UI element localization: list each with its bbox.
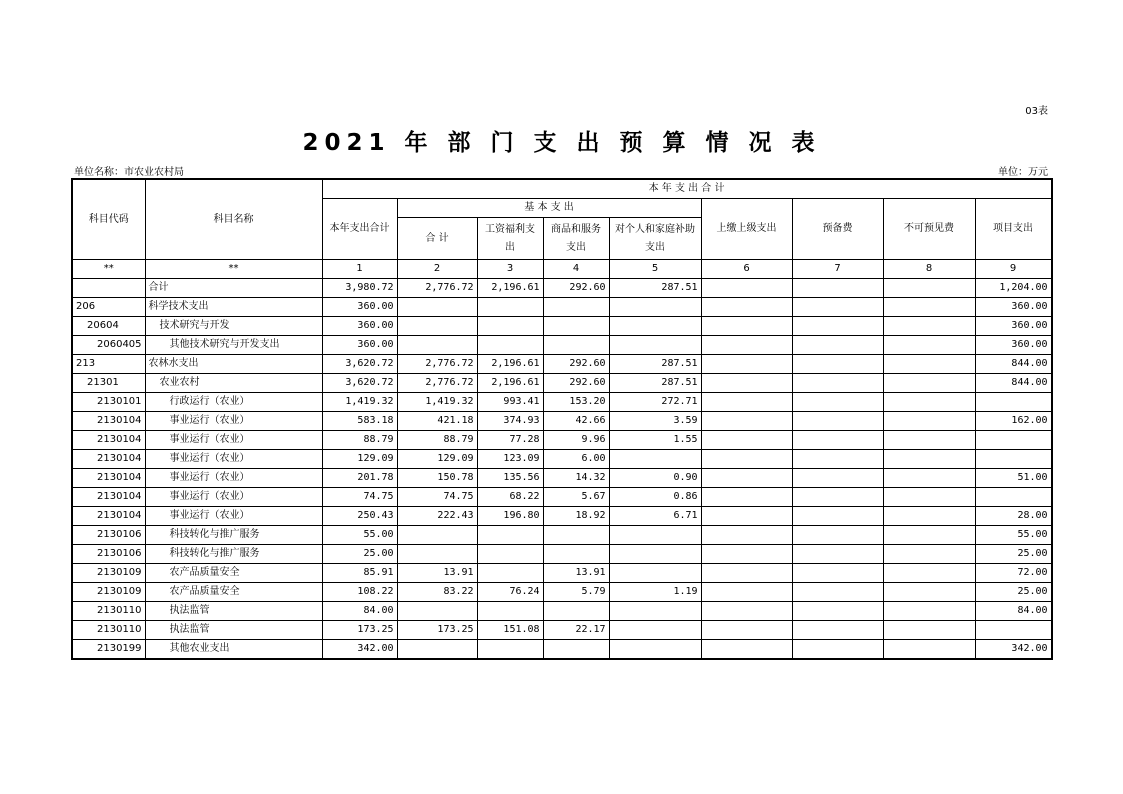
project-cell: 51.00 [975,469,1051,488]
reserve-cell [792,374,883,393]
subject-code-cell: 2130106 [73,526,146,545]
subject-name-cell: 事业运行（农业） [145,450,322,469]
subsidies-cell: 1.19 [609,583,701,602]
reserve-cell [792,355,883,374]
project-cell: 84.00 [975,602,1051,621]
table-row [73,374,1052,393]
subject-name-cell: 执法监管 [145,602,322,621]
subsidies-cell [609,317,701,336]
goods-services-cell [543,545,609,564]
upper-remit-cell [701,640,792,659]
reserve-cell [792,469,883,488]
annual-total-cell: 360.00 [322,298,397,317]
subject-code-cell: 2130104 [73,431,146,450]
basic-total-cell [397,640,477,659]
project-cell: 342.00 [975,640,1051,659]
goods-services-cell: 6.00 [543,450,609,469]
salary-welfare-cell [477,317,543,336]
subject-name-cell: 农产品质量安全 [145,583,322,602]
subject-code-cell: 2130109 [73,564,146,583]
column-index-cell: 1 [322,260,397,279]
goods-services-cell: 292.60 [543,374,609,393]
subject-name-cell: 合计 [145,279,322,298]
upper-remit-cell [701,298,792,317]
project-cell [975,488,1051,507]
subject-code-cell: 2130106 [73,545,146,564]
table-row [73,298,1052,317]
reserve-cell [792,545,883,564]
table-row [73,526,1052,545]
unforeseen-cell [883,355,975,374]
column-index-cell: 2 [397,260,477,279]
reserve-cell [792,298,883,317]
upper-remit-cell [701,602,792,621]
annual-total-cell: 342.00 [322,640,397,659]
project-cell: 28.00 [975,507,1051,526]
basic-total-cell: 150.78 [397,469,477,488]
unforeseen-cell [883,488,975,507]
subject-name-cell: 事业运行（农业） [145,488,322,507]
subject-code-cell: 2130110 [73,621,146,640]
subject-code-cell: 206 [73,298,146,317]
table-row [73,583,1052,602]
project-cell: 844.00 [975,355,1051,374]
project-cell: 844.00 [975,374,1051,393]
annual-total-cell: 3,620.72 [322,374,397,393]
basic-total-cell: 421.18 [397,412,477,431]
table-row [73,545,1052,564]
subject-name-cell: 事业运行（农业） [145,469,322,488]
basic-total-cell: 2,776.72 [397,355,477,374]
header-annual-total-group: 本 年 支 出 合 计 [322,180,1051,199]
unforeseen-cell [883,393,975,412]
reserve-cell [792,450,883,469]
subsidies-cell [609,640,701,659]
basic-total-cell [397,602,477,621]
upper-remit-cell [701,507,792,526]
project-cell [975,450,1051,469]
salary-welfare-cell: 76.24 [477,583,543,602]
annual-total-cell: 74.75 [322,488,397,507]
annual-total-cell: 108.22 [322,583,397,602]
subject-code-cell: 2130199 [73,640,146,659]
table-row [73,336,1052,355]
unforeseen-cell [883,564,975,583]
reserve-cell [792,564,883,583]
subject-name-cell: 科学技术支出 [145,298,322,317]
salary-welfare-cell: 151.08 [477,621,543,640]
page-title: 2021 年 部 门 支 出 预 算 情 况 表 [302,130,821,156]
salary-welfare-cell [477,545,543,564]
upper-remit-cell [701,355,792,374]
salary-welfare-cell: 374.93 [477,412,543,431]
reserve-cell [792,507,883,526]
subsidies-cell: 287.51 [609,355,701,374]
project-cell: 25.00 [975,583,1051,602]
upper-remit-cell [701,431,792,450]
table-body [73,279,1052,659]
reserve-cell [792,317,883,336]
unforeseen-cell [883,545,975,564]
annual-total-cell: 129.09 [322,450,397,469]
goods-services-cell: 292.60 [543,279,609,298]
unforeseen-cell [883,526,975,545]
subsidies-cell [609,621,701,640]
basic-total-cell: 1,419.32 [397,393,477,412]
subject-name-cell: 事业运行（农业） [145,412,322,431]
subject-name-cell: 其他技术研究与开发支出 [145,336,322,355]
project-cell: 360.00 [975,336,1051,355]
salary-welfare-cell: 77.28 [477,431,543,450]
annual-total-cell: 3,980.72 [322,279,397,298]
reserve-cell [792,621,883,640]
subject-name-cell: 执法监管 [145,621,322,640]
table-header [73,180,1052,279]
salary-welfare-cell [477,526,543,545]
salary-welfare-cell: 2,196.61 [477,374,543,393]
upper-remit-cell [701,336,792,355]
header-unforeseen: 不可预见费 [883,199,975,260]
subsidies-cell: 0.86 [609,488,701,507]
table-row [73,279,1052,298]
salary-welfare-cell: 123.09 [477,450,543,469]
currency-unit-label: 单位：万元 [998,167,1048,178]
annual-total-cell: 3,620.72 [322,355,397,374]
upper-remit-cell [701,621,792,640]
table-row [73,469,1052,488]
subsidies-cell [609,526,701,545]
project-cell: 72.00 [975,564,1051,583]
header-subject-code: 科目代码 [73,180,146,260]
table-row [73,564,1052,583]
unforeseen-cell [883,431,975,450]
basic-total-cell: 13.91 [397,564,477,583]
header-project: 项目支出 [975,199,1051,260]
basic-total-cell [397,545,477,564]
goods-services-cell: 292.60 [543,355,609,374]
subsidies-cell [609,602,701,621]
subsidies-cell: 0.90 [609,469,701,488]
subject-name-cell: 行政运行（农业） [145,393,322,412]
goods-services-cell: 14.32 [543,469,609,488]
subject-code-cell: 2130110 [73,602,146,621]
table-row [73,450,1052,469]
subject-name-cell: 其他农业支出 [145,640,322,659]
project-cell [975,393,1051,412]
subject-code-cell: 2130104 [73,507,146,526]
table-row [73,507,1052,526]
basic-total-cell [397,317,477,336]
basic-total-cell: 2,776.72 [397,374,477,393]
project-cell: 25.00 [975,545,1051,564]
subsidies-cell [609,564,701,583]
subject-name-cell: 农业农村 [145,374,322,393]
upper-remit-cell [701,393,792,412]
upper-remit-cell [701,526,792,545]
goods-services-cell [543,640,609,659]
unforeseen-cell [883,412,975,431]
table-row [73,640,1052,659]
basic-total-cell: 74.75 [397,488,477,507]
subsidies-cell: 3.59 [609,412,701,431]
salary-welfare-cell [477,298,543,317]
unforeseen-cell [883,298,975,317]
header-goods-services: 商品和服务支出 [543,218,609,260]
salary-welfare-cell: 993.41 [477,393,543,412]
annual-total-cell: 583.18 [322,412,397,431]
basic-total-cell: 173.25 [397,621,477,640]
column-index-cell: 6 [701,260,792,279]
reserve-cell [792,602,883,621]
goods-services-cell [543,298,609,317]
salary-welfare-cell [477,602,543,621]
upper-remit-cell [701,450,792,469]
upper-remit-cell [701,488,792,507]
column-index-cell: 9 [975,260,1051,279]
column-index-cell: ** [145,260,322,279]
subsidies-cell [609,298,701,317]
unit-name-label: 单位名称：市农业农村局 [74,167,184,178]
reserve-cell [792,488,883,507]
budget-table [72,179,1052,659]
column-index-cell: ** [73,260,146,279]
header-subject-name: 科目名称 [145,180,322,260]
subject-name-cell: 技术研究与开发 [145,317,322,336]
table-row [73,431,1052,450]
header-salary-welfare: 工资福利支出 [477,218,543,260]
basic-total-cell: 2,776.72 [397,279,477,298]
subject-code-cell: 2130104 [73,488,146,507]
reserve-cell [792,412,883,431]
goods-services-cell: 13.91 [543,564,609,583]
goods-services-cell [543,336,609,355]
subject-code-cell: 2060405 [73,336,146,355]
column-index-cell: 5 [609,260,701,279]
unforeseen-cell [883,469,975,488]
reserve-cell [792,393,883,412]
table-row [73,317,1052,336]
subject-code-cell: 213 [73,355,146,374]
basic-total-cell [397,336,477,355]
salary-welfare-cell [477,336,543,355]
goods-services-cell [543,317,609,336]
subsidies-cell: 1.55 [609,431,701,450]
subject-code-cell [73,279,146,298]
basic-total-cell [397,526,477,545]
unforeseen-cell [883,279,975,298]
project-cell [975,431,1051,450]
salary-welfare-cell: 196.80 [477,507,543,526]
header-reserve: 预备费 [792,199,883,260]
salary-welfare-cell: 2,196.61 [477,279,543,298]
column-index-cell: 7 [792,260,883,279]
annual-total-cell: 88.79 [322,431,397,450]
header-upper-remit: 上缴上级支出 [701,199,792,260]
column-index-cell: 3 [477,260,543,279]
basic-total-cell: 222.43 [397,507,477,526]
subsidies-cell: 287.51 [609,374,701,393]
unforeseen-cell [883,317,975,336]
column-index-cell: 8 [883,260,975,279]
project-cell [975,621,1051,640]
upper-remit-cell [701,564,792,583]
goods-services-cell: 22.17 [543,621,609,640]
basic-total-cell: 83.22 [397,583,477,602]
table-row [73,355,1052,374]
goods-services-cell: 153.20 [543,393,609,412]
upper-remit-cell [701,583,792,602]
header-basic-total: 合 计 [397,218,477,260]
subsidies-cell: 272.71 [609,393,701,412]
annual-total-cell: 360.00 [322,317,397,336]
subject-name-cell: 农产品质量安全 [145,564,322,583]
basic-total-cell [397,298,477,317]
unforeseen-cell [883,621,975,640]
reserve-cell [792,336,883,355]
reserve-cell [792,279,883,298]
subsidies-cell [609,545,701,564]
subject-name-cell: 科技转化与推广服务 [145,526,322,545]
basic-total-cell: 129.09 [397,450,477,469]
subsidies-cell: 6.71 [609,507,701,526]
unforeseen-cell [883,374,975,393]
annual-total-cell: 360.00 [322,336,397,355]
unforeseen-cell [883,450,975,469]
unforeseen-cell [883,507,975,526]
unforeseen-cell [883,640,975,659]
annual-total-cell: 85.91 [322,564,397,583]
upper-remit-cell [701,412,792,431]
table-row [73,602,1052,621]
goods-services-cell [543,526,609,545]
goods-services-cell [543,602,609,621]
unforeseen-cell [883,602,975,621]
salary-welfare-cell: 2,196.61 [477,355,543,374]
subject-code-cell: 2130104 [73,450,146,469]
project-cell: 162.00 [975,412,1051,431]
subject-code-cell: 2130101 [73,393,146,412]
project-cell: 360.00 [975,317,1051,336]
unforeseen-cell [883,583,975,602]
column-index-cell: 4 [543,260,609,279]
subject-name-cell: 科技转化与推广服务 [145,545,322,564]
annual-total-cell: 250.43 [322,507,397,526]
annual-total-cell: 201.78 [322,469,397,488]
reserve-cell [792,583,883,602]
subject-name-cell: 事业运行（农业） [145,431,322,450]
subject-name-cell: 农林水支出 [145,355,322,374]
unforeseen-cell [883,336,975,355]
subject-code-cell: 20604 [73,317,146,336]
subject-code-cell: 2130104 [73,469,146,488]
table-row [73,488,1052,507]
upper-remit-cell [701,317,792,336]
header-subsidies: 对个人和家庭补助支出 [609,218,701,260]
basic-total-cell: 88.79 [397,431,477,450]
header-basic-group: 基 本 支 出 [397,199,701,218]
salary-welfare-cell [477,564,543,583]
annual-total-cell: 55.00 [322,526,397,545]
salary-welfare-cell [477,640,543,659]
header-annual-total: 本年支出合计 [322,199,397,260]
goods-services-cell: 42.66 [543,412,609,431]
subject-code-cell: 2130109 [73,583,146,602]
goods-services-cell: 5.79 [543,583,609,602]
reserve-cell [792,640,883,659]
annual-total-cell: 173.25 [322,621,397,640]
subject-name-cell: 事业运行（农业） [145,507,322,526]
reserve-cell [792,526,883,545]
subject-code-cell: 21301 [73,374,146,393]
subsidies-cell [609,336,701,355]
reserve-cell [792,431,883,450]
upper-remit-cell [701,279,792,298]
salary-welfare-cell: 68.22 [477,488,543,507]
upper-remit-cell [701,374,792,393]
table-row [73,412,1052,431]
column-index-row [73,260,1052,279]
table-row [73,621,1052,640]
subsidies-cell [609,450,701,469]
project-cell: 360.00 [975,298,1051,317]
annual-total-cell: 84.00 [322,602,397,621]
goods-services-cell: 5.67 [543,488,609,507]
upper-remit-cell [701,469,792,488]
salary-welfare-cell: 135.56 [477,469,543,488]
upper-remit-cell [701,545,792,564]
goods-services-cell: 9.96 [543,431,609,450]
annual-total-cell: 25.00 [322,545,397,564]
annual-total-cell: 1,419.32 [322,393,397,412]
table-number: 03表 [1025,106,1048,117]
subject-code-cell: 2130104 [73,412,146,431]
goods-services-cell: 18.92 [543,507,609,526]
project-cell: 1,204.00 [975,279,1051,298]
subsidies-cell: 287.51 [609,279,701,298]
table-row [73,393,1052,412]
project-cell: 55.00 [975,526,1051,545]
